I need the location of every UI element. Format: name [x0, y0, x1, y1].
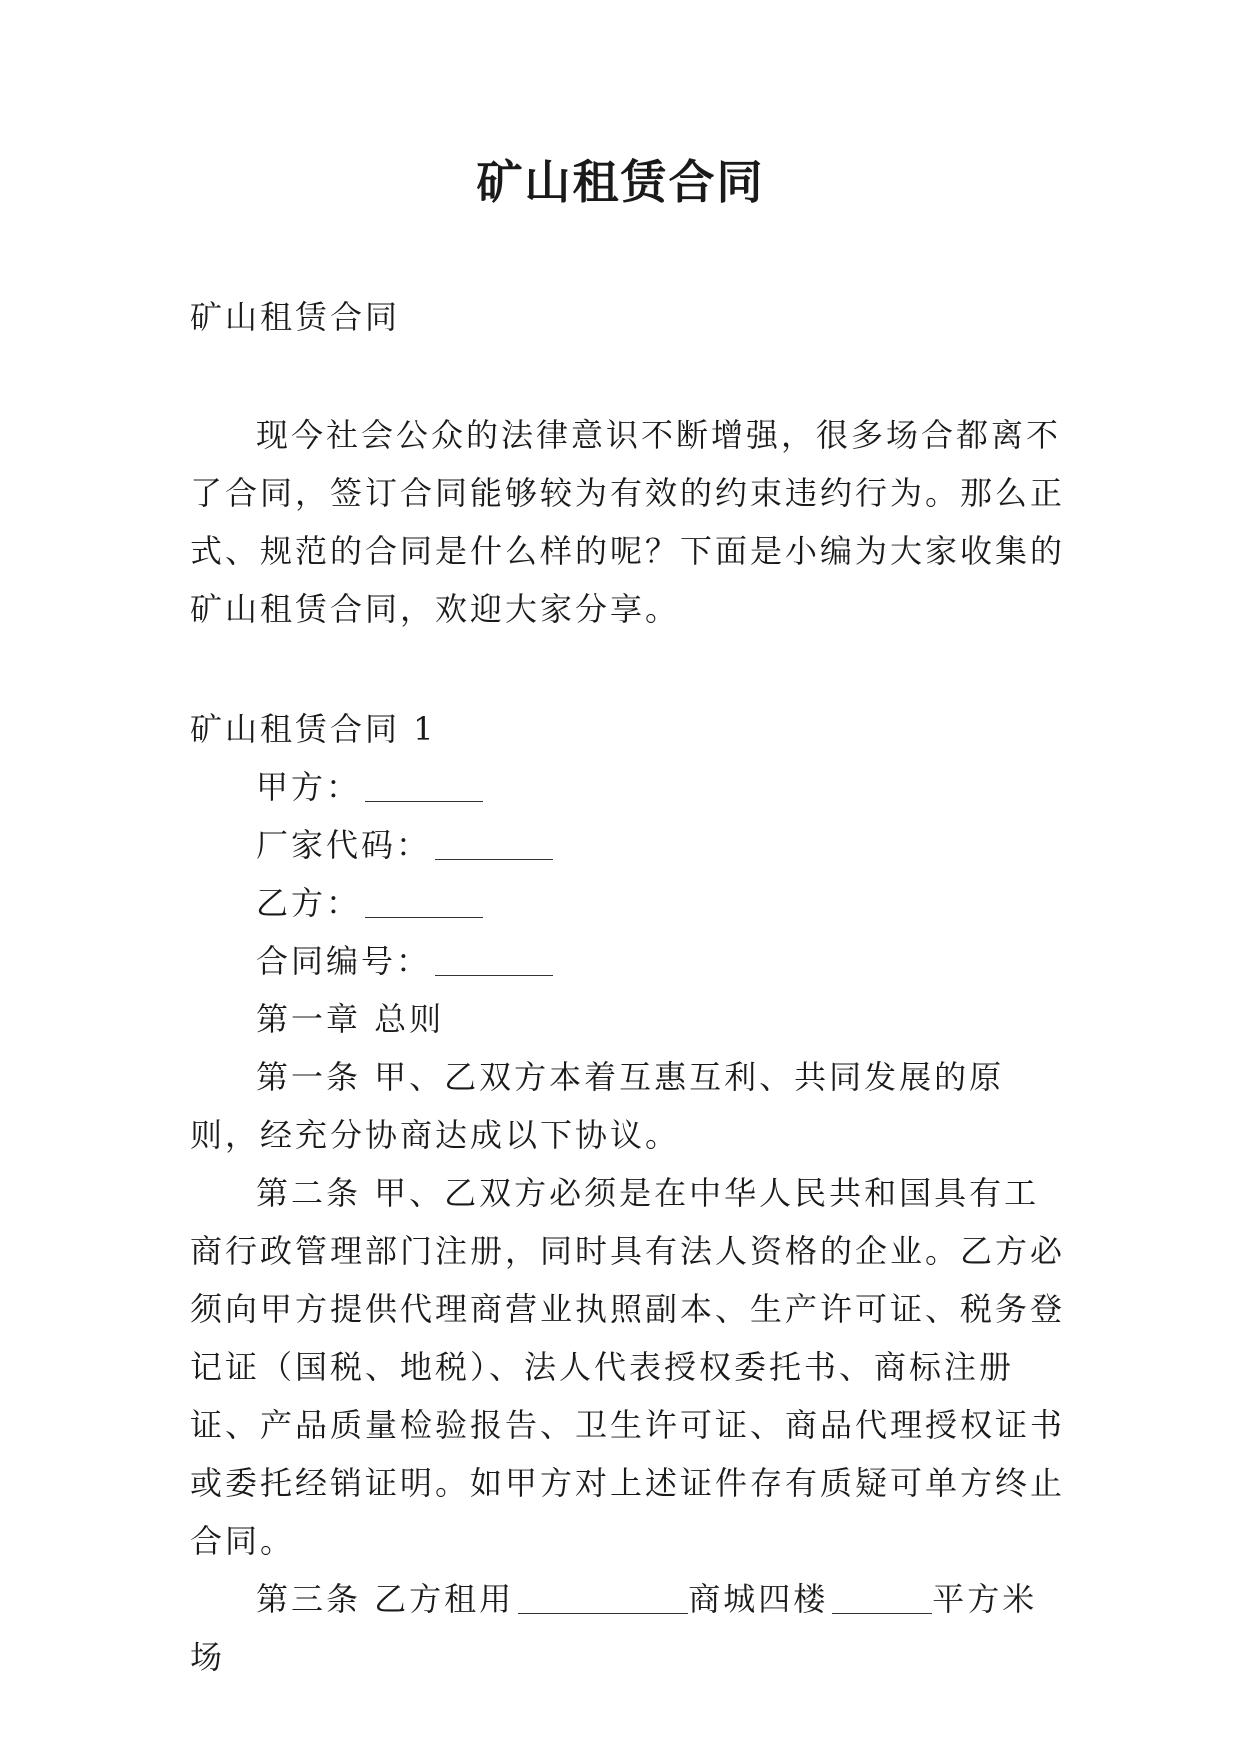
contract-body — [190, 758, 1070, 1686]
article-3-mid: 商城四楼 — [688, 1580, 829, 1618]
party-b-row — [190, 874, 1070, 932]
article-2: 第二条 甲、乙双方必须是在中华人民共和国具有工商行政管理部门注册，同时具有法人资格的企业。乙方必须向甲方提供代理商营业执照副本、生产许可证、税务登记证（国税、地税）、法人代表授权委托书、商标注册证、产品质量检验报告、卫生许可证、商品代理授权证书或委托经销证明。如甲方对上述证件存有质疑可单方终止合同。 — [190, 1174, 1066, 1560]
manufacturer-code-row — [190, 816, 1070, 874]
contract-no-row — [190, 932, 1070, 990]
contract-no-label: 合同编号： — [256, 942, 432, 980]
document-subtitle: 矿山租赁合同 — [190, 298, 401, 336]
manufacturer-code-label: 厂家代码： — [256, 826, 432, 864]
manufacturer-code-blank — [435, 823, 553, 860]
article-3-blank-location — [518, 1577, 688, 1614]
party-a-label: 甲方： — [256, 768, 362, 806]
article-3-blank-area — [832, 1577, 932, 1614]
article-3 — [190, 1570, 1070, 1686]
section-heading: 矿山租赁合同 1 — [190, 710, 437, 748]
article-3-suffix: 平方米场 — [190, 1580, 1038, 1676]
article-3-prefix: 第三条 乙方租用 — [256, 1580, 515, 1618]
contract-no-blank — [435, 939, 553, 976]
party-a-row — [190, 758, 1070, 816]
document-title: 矿山租赁合同 — [476, 155, 765, 209]
article-1: 第一条 甲、乙双方本着互惠互利、共同发展的原则，经充分协商达成以下协议。 — [190, 1058, 1005, 1154]
party-b-label: 乙方： — [256, 884, 362, 922]
party-b-blank — [365, 881, 483, 918]
party-a-blank — [365, 765, 483, 802]
chapter-heading: 第一章 总则 — [256, 1000, 445, 1038]
intro-paragraph: 现今社会公众的法律意识不断增强，很多场合都离不了合同，签订合同能够较为有效的约束违约行为。那么正式、规范的合同是什么样的呢？下面是小编为大家收集的矿山租赁合同，欢迎大家分享。 — [190, 416, 1066, 628]
